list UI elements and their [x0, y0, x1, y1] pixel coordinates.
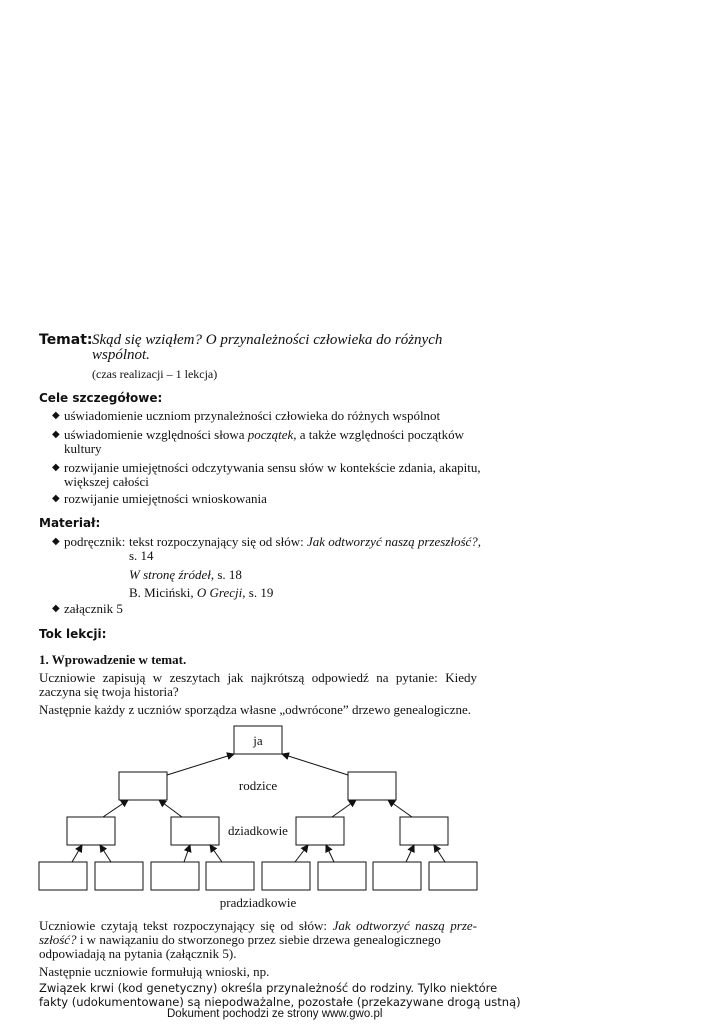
- temat-duration: (czas realizacji – 1 lekcja): [92, 367, 218, 381]
- material-entry-2: [129, 567, 242, 582]
- bullet-icon: ◆: [52, 410, 60, 421]
- cele-item-3: rozwijanie umiejętności odczytywania sensu słów w kontekście zdania, akapitu,: [64, 460, 481, 475]
- material-entry-1-page: s. 14: [129, 548, 154, 563]
- material-entry-1-pre: tekst rozpoczynający się od słów:: [129, 534, 307, 549]
- paragraph-3-pre: Uczniowie czytają tekst rozpoczynający się od słów:: [39, 918, 333, 933]
- temat-title-line1: Skąd się wziąłem? O przynależności człowieka do różnych: [92, 332, 443, 348]
- tree-arrow: [282, 754, 348, 775]
- paragraph-3-line2-em: szłość?: [39, 932, 77, 947]
- tree-arrow: [295, 845, 308, 862]
- tree-arrow: [72, 845, 82, 862]
- cele-item-2-pre: uświadomienie względności słowa: [64, 427, 248, 442]
- material-entry-1-post: ,: [477, 534, 482, 549]
- paragraph-3-em: Jak odtworzyć naszą prze-: [332, 918, 477, 933]
- genealogy-tree: [0, 720, 724, 915]
- bullet-icon: ◆: [52, 462, 60, 473]
- cele-item-2-post: , a także względności początków: [293, 427, 464, 442]
- tree-box-parent-2: [348, 772, 396, 800]
- paragraph-5-line1: Związek krwi (kod genetyczny) określa przynależność do rodziny. Tylko niektóre: [39, 981, 498, 995]
- tree-arrow: [210, 845, 222, 862]
- tree-arrow: [167, 754, 234, 775]
- tok-heading: Tok lekcji:: [39, 627, 107, 641]
- cele-item-3-line2: większej całości: [64, 474, 149, 489]
- temat-label: Temat:: [39, 332, 93, 348]
- tree-box-greatgrandparent-3: [151, 862, 199, 890]
- material-entry-3-pre: B. Miciński,: [129, 585, 197, 600]
- tree-box-grandparent-3: [296, 817, 344, 845]
- tree-box-grandparent-1: [67, 817, 115, 845]
- tree-arrow: [159, 800, 182, 817]
- tree-box-greatgrandparent-5: [262, 862, 310, 890]
- material-entry-3-em: O Grecji: [196, 585, 243, 600]
- footer-source: Dokument pochodzi ze strony www.gwo.pl: [167, 1008, 383, 1020]
- tree-arrow: [100, 845, 111, 862]
- material-entry-1: [129, 534, 481, 549]
- material-entry-3-post: , s. 19: [242, 585, 274, 600]
- cele-item-2-line2: kultury: [64, 441, 102, 456]
- tree-arrow: [326, 845, 334, 862]
- temat-title-line2: wspólnot.: [92, 347, 150, 363]
- tree-label-pradziadkowie: pradziadkowie: [219, 895, 297, 910]
- tree-box-greatgrandparent-2: [95, 862, 143, 890]
- cele-item-4: rozwijanie umiejętności wnioskowania: [64, 491, 267, 506]
- tree-box-greatgrandparent-7: [373, 862, 421, 890]
- material-podrecznik-label: podręcznik:: [64, 534, 126, 549]
- paragraph-4: Następnie uczniowie formułują wnioski, np.: [39, 964, 270, 979]
- paragraph-3-line3: odpowiadają na pytania (załącznik 5).: [39, 946, 237, 961]
- paragraph-3-line2-post: i w nawiązaniu do stworzonego przez siebie drzewa genealogicznego: [76, 932, 441, 947]
- material-entry-2-em: W stronę źródeł: [129, 567, 211, 582]
- paragraph-3-line2: [39, 932, 441, 947]
- paragraph-2: Następnie każdy z uczniów sporządza własne „odwrócone” drzewo genealogiczne.: [39, 702, 472, 717]
- bullet-icon: ◆: [52, 603, 60, 614]
- tree-arrow: [332, 800, 356, 817]
- tree-label-ja: ja: [253, 733, 263, 748]
- tree-arrow: [434, 845, 445, 862]
- material-entry-2-post: , s. 18: [210, 567, 242, 582]
- tree-label-rodzice: rodzice: [238, 778, 278, 793]
- section-1-heading: 1. Wprowadzenie w temat.: [39, 652, 187, 667]
- paragraph-1-line1: Uczniowie zapisują w zeszytach jak najkrótszą odpowiedź na pytanie: Kiedy: [39, 670, 477, 685]
- material-heading: Materiał:: [39, 516, 101, 530]
- paragraph-3-line1: [39, 918, 477, 933]
- tree-box-parent-1: [119, 772, 167, 800]
- tree-arrow: [184, 845, 190, 862]
- material-entry-1-em: Jak odtworzyć naszą przeszłość?: [306, 534, 478, 549]
- bullet-icon: ◆: [52, 429, 60, 440]
- cele-heading: Cele szczegółowe:: [39, 391, 163, 405]
- tree-box-greatgrandparent-6: [318, 862, 366, 890]
- tree-arrow: [388, 800, 412, 817]
- bullet-icon: ◆: [52, 536, 60, 547]
- tree-arrow: [406, 845, 414, 862]
- bullet-icon: ◆: [52, 493, 60, 504]
- material-zalacznik: załącznik 5: [64, 601, 123, 616]
- tree-arrow: [103, 800, 128, 817]
- tree-box-greatgrandparent-1: [39, 862, 87, 890]
- cele-item-2: [64, 427, 464, 442]
- cele-item-2-em: początek: [247, 427, 294, 442]
- tree-box-greatgrandparent-4: [206, 862, 254, 890]
- tree-box-greatgrandparent-8: [429, 862, 477, 890]
- tree-box-grandparent-4: [400, 817, 448, 845]
- paragraph-1-line2: zaczyna się twoja historia?: [39, 684, 179, 699]
- cele-item-1: uświadomienie uczniom przynależności człowieka do różnych wspólnot: [64, 408, 441, 423]
- tree-box-grandparent-2: [171, 817, 219, 845]
- tree-label-dziadkowie: dziadkowie: [228, 823, 288, 838]
- paragraph-5-line2: fakty (udokumentowane) są niepodważalne, pozostałe (przekazywane drogą ustną): [39, 995, 521, 1009]
- material-entry-3: [129, 585, 273, 600]
